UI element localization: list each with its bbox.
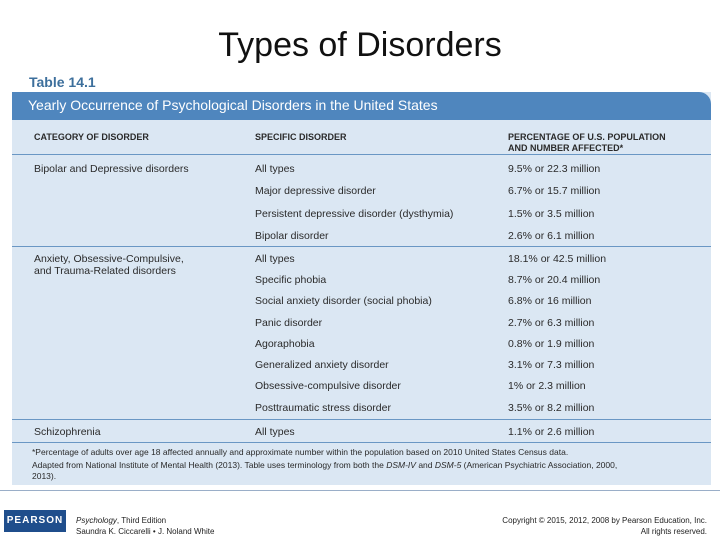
book-edition: , Third Edition bbox=[116, 516, 167, 525]
header-percentage-line1: PERCENTAGE OF U.S. POPULATION bbox=[508, 132, 666, 142]
footnote-source bbox=[32, 460, 617, 482]
category-schizophrenia: Schizophrenia bbox=[34, 426, 101, 438]
footer-divider bbox=[0, 490, 720, 491]
value-cell: 3.1% or 7.3 million bbox=[508, 359, 595, 371]
disorder-cell: Specific phobia bbox=[255, 274, 327, 286]
footnote-source-text: and bbox=[415, 460, 435, 470]
footnote-source-text: (American Psychiatric Association, 2000, bbox=[461, 460, 618, 470]
rights-text: All rights reserved. bbox=[640, 527, 707, 536]
value-cell: 1.1% or 2.6 million bbox=[508, 426, 595, 438]
disorder-cell: All types bbox=[255, 426, 295, 438]
slide-title: Types of Disorders bbox=[218, 26, 502, 64]
disorder-cell: Persistent depressive disorder (dysthymia) bbox=[255, 208, 454, 220]
group-rule bbox=[12, 419, 711, 420]
table-panel bbox=[12, 92, 711, 485]
group-rule bbox=[12, 246, 711, 247]
disorder-cell: Major depressive disorder bbox=[255, 185, 376, 197]
disorder-cell: All types bbox=[255, 163, 295, 175]
footnote-dsm-5: DSM-5 bbox=[434, 460, 462, 470]
value-cell: 18.1% or 42.5 million bbox=[508, 253, 607, 265]
value-cell: 9.5% or 22.3 million bbox=[508, 163, 601, 175]
value-cell: 6.7% or 15.7 million bbox=[508, 185, 601, 197]
book-credit bbox=[76, 515, 214, 537]
copyright-text: Copyright © 2015, 2012, 2008 by Pearson Education, Inc. bbox=[502, 516, 707, 525]
table-banner bbox=[12, 92, 711, 120]
value-cell: 0.8% or 1.9 million bbox=[508, 338, 595, 350]
header-category: CATEGORY OF DISORDER bbox=[34, 132, 149, 142]
value-cell: 8.7% or 20.4 million bbox=[508, 274, 601, 286]
footnote-source-year: 2013). bbox=[32, 471, 57, 481]
footnote-dsm-iv: DSM-IV bbox=[386, 460, 416, 470]
disorder-cell: Agoraphobia bbox=[255, 338, 315, 350]
header-rule bbox=[12, 154, 711, 155]
value-cell: 6.8% or 16 million bbox=[508, 295, 592, 307]
disorder-cell: Obsessive-compulsive disorder bbox=[255, 380, 401, 392]
header-specific: SPECIFIC DISORDER bbox=[255, 132, 347, 142]
value-cell: 1.5% or 3.5 million bbox=[508, 208, 595, 220]
disorder-cell: Posttraumatic stress disorder bbox=[255, 402, 391, 414]
value-cell: 2.7% or 6.3 million bbox=[508, 317, 595, 329]
category-bipolar-depressive: Bipolar and Depressive disorders bbox=[34, 163, 189, 175]
value-cell: 2.6% or 6.1 million bbox=[508, 230, 595, 242]
category-anxiety-line1: Anxiety, Obsessive-Compulsive, bbox=[34, 253, 184, 265]
book-title: Psychology bbox=[76, 516, 117, 525]
book-authors: Saundra K. Ciccarelli • J. Noland White bbox=[76, 527, 215, 536]
disorder-cell: Generalized anxiety disorder bbox=[255, 359, 389, 371]
table-label: Table 14.1 bbox=[29, 74, 96, 90]
footnote-asterisk: *Percentage of adults over age 18 affected annually and approximate number within the population based on 2010 United States Census data. bbox=[32, 447, 569, 457]
header-percentage-line2: AND NUMBER AFFECTED* bbox=[508, 143, 624, 153]
disorder-cell: Social anxiety disorder (social phobia) bbox=[255, 295, 432, 307]
disorder-cell: Panic disorder bbox=[255, 317, 323, 329]
header-percentage bbox=[508, 132, 666, 154]
value-cell: 3.5% or 8.2 million bbox=[508, 402, 595, 414]
disorder-cell: Bipolar disorder bbox=[255, 230, 329, 242]
pearson-logo: PEARSON bbox=[4, 510, 66, 532]
value-cell: 1% or 2.3 million bbox=[508, 380, 586, 392]
category-anxiety-line2: and Trauma-Related disorders bbox=[34, 265, 176, 277]
category-anxiety bbox=[34, 253, 184, 277]
footnote-rule bbox=[12, 442, 711, 443]
copyright-notice bbox=[502, 515, 707, 537]
table-caption: Yearly Occurrence of Psychological Disorders in the United States bbox=[28, 97, 438, 113]
disorder-cell: All types bbox=[255, 253, 295, 265]
footnote-source-text: Adapted from National Institute of Mental Health (2013). Table uses terminology from both the bbox=[32, 460, 387, 470]
